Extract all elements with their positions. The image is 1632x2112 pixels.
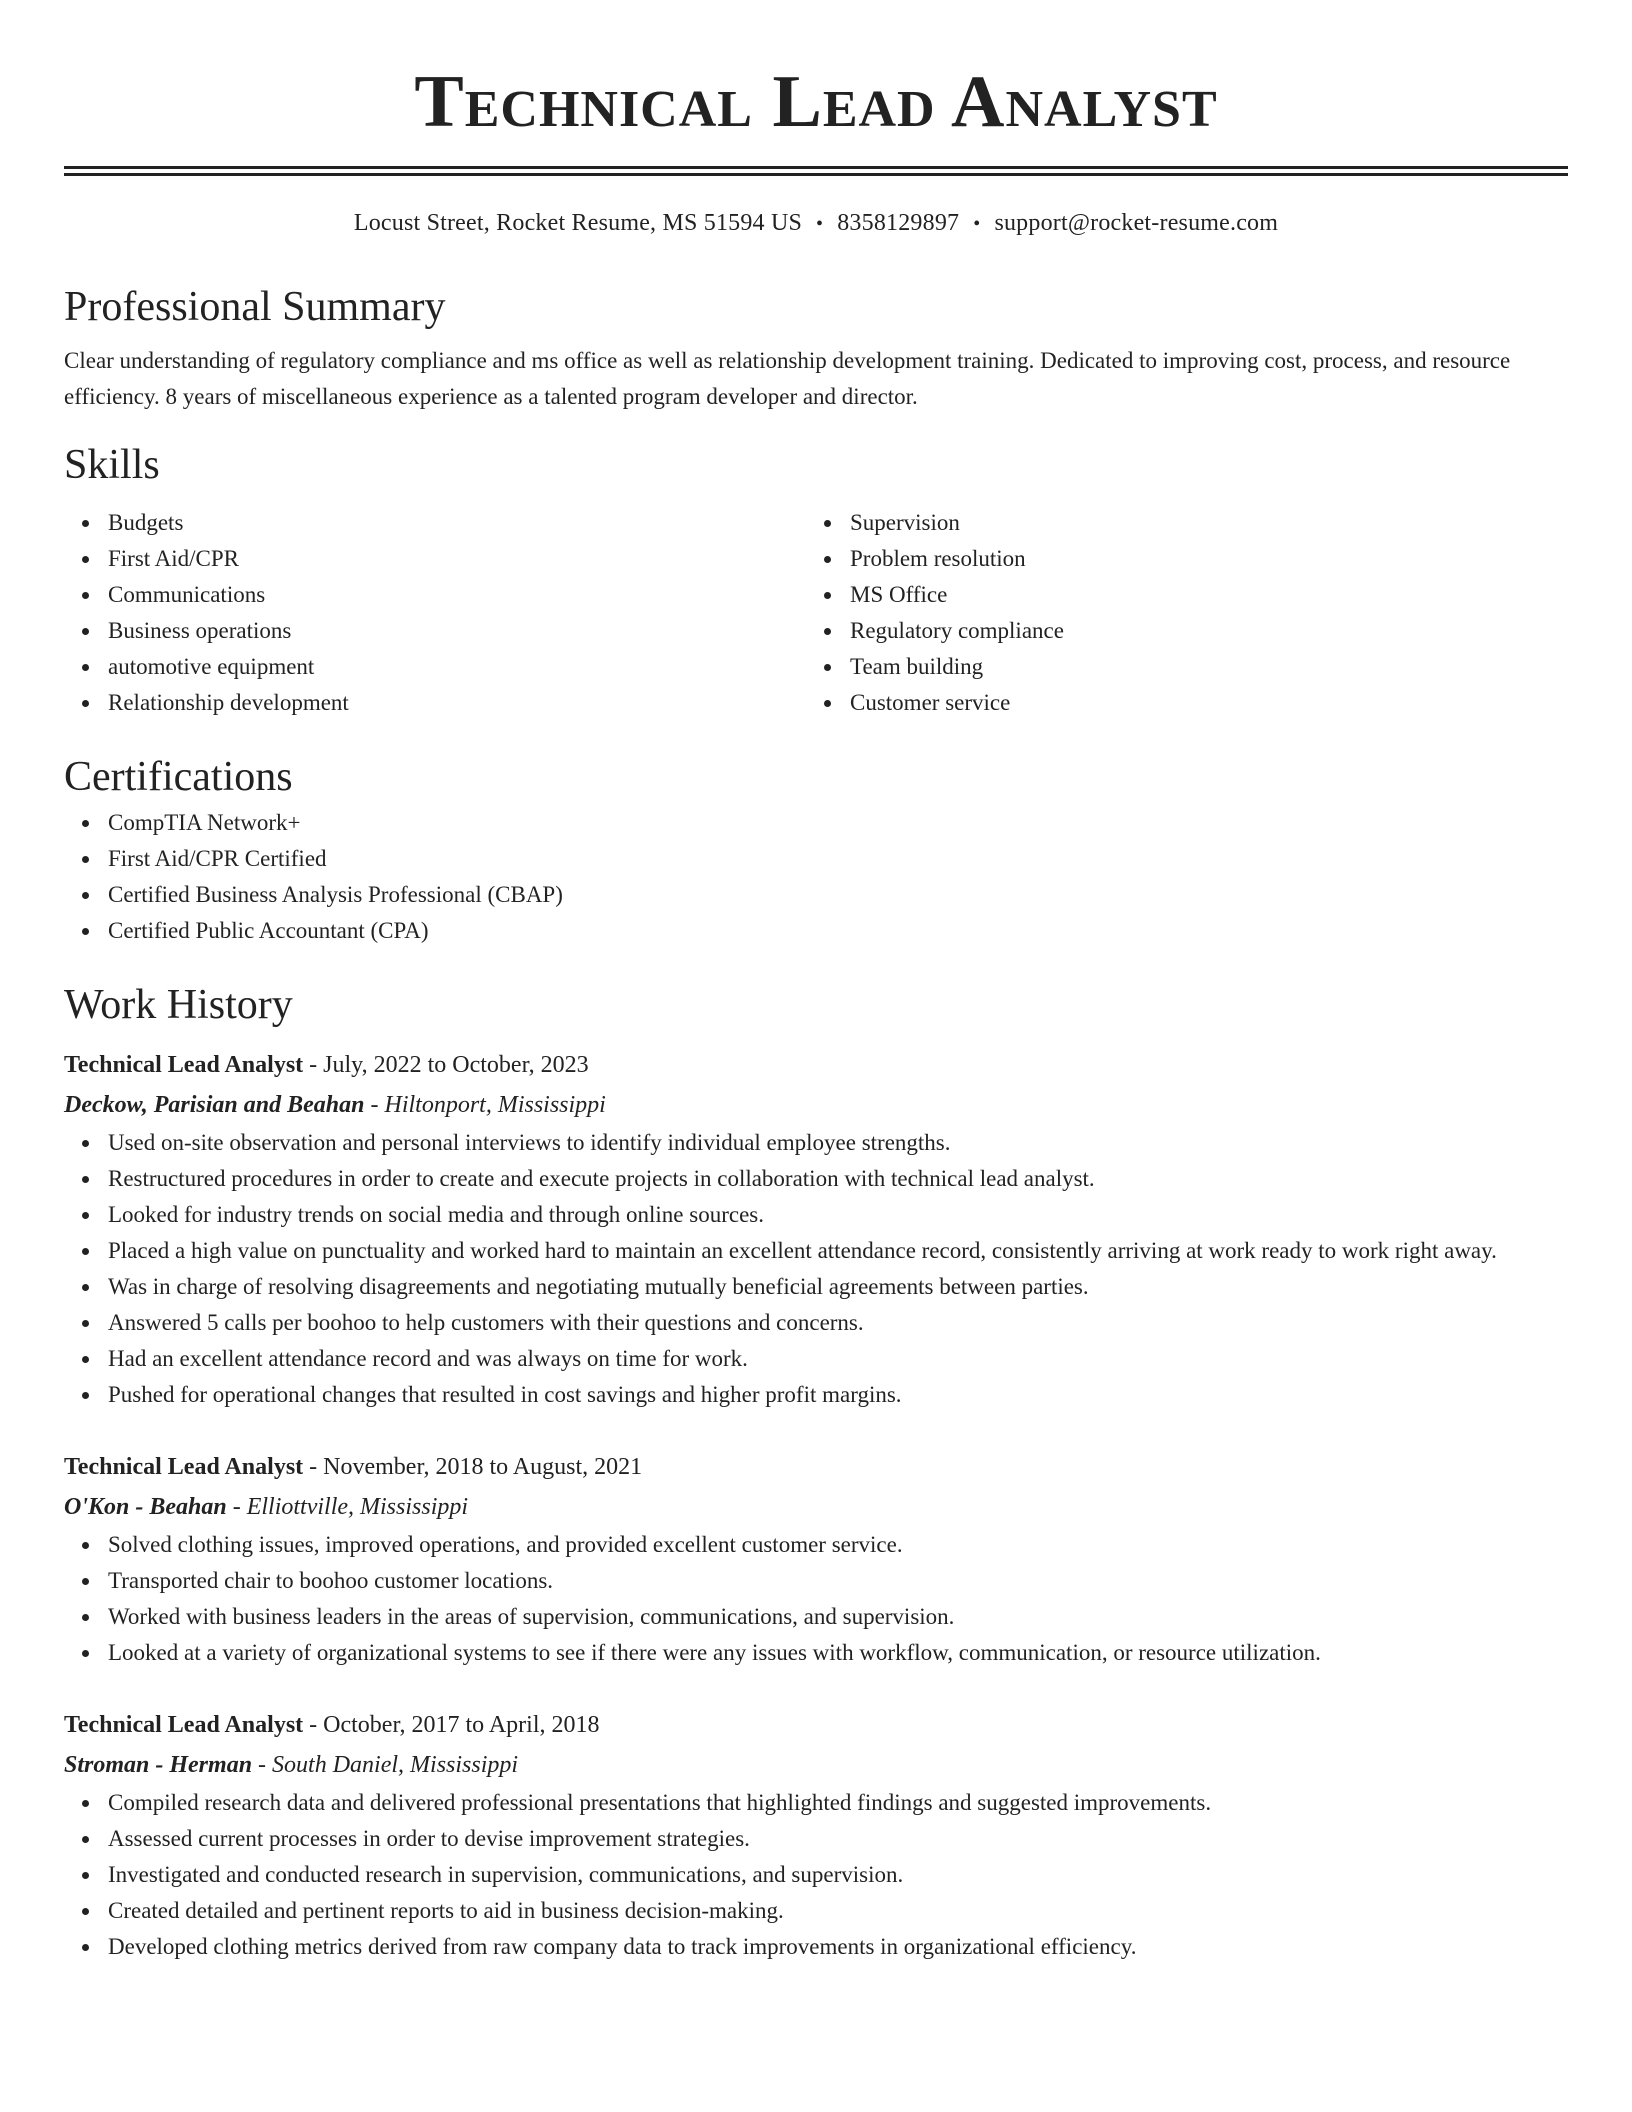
duty-item: Restructured procedures in order to create and execute projects in collaboration with technical lead analyst. (108, 1161, 1568, 1197)
contact-address: Locust Street, Rocket Resume, MS 51594 US (353, 210, 803, 236)
work-history-section (64, 977, 1568, 1965)
job-dash: - (303, 1052, 324, 1078)
job-dash: - (303, 1712, 324, 1738)
certifications-section (64, 749, 1568, 949)
title-double-rule (64, 166, 1568, 176)
duty-item: Transported chair to boohoo customer locations. (108, 1563, 1568, 1599)
company-dash: - (252, 1752, 273, 1778)
company-location: Elliottville, Mississippi (246, 1494, 469, 1520)
work-history-heading: Work History (64, 982, 293, 1028)
job-dates: July, 2022 to October, 2023 (323, 1052, 589, 1078)
job-title: Technical Lead Analyst (64, 1454, 304, 1480)
job-title: Technical Lead Analyst (64, 1052, 304, 1078)
duty-item: Assessed current processes in order to devise improvement strategies. (108, 1821, 1568, 1857)
skills-grid (64, 505, 1568, 721)
company-name: Stroman - Herman (64, 1752, 253, 1778)
job-title: Technical Lead Analyst (64, 1712, 304, 1738)
company-line (64, 1085, 1568, 1125)
skill-item: Communications (108, 577, 806, 613)
certification-item: Certified Business Analysis Professional (CBAP) (108, 877, 1568, 913)
skill-item: Supervision (850, 505, 1548, 541)
company-dash: - (226, 1494, 247, 1520)
certification-item: Certified Public Accountant (CPA) (108, 913, 1568, 949)
skill-item: First Aid/CPR (108, 541, 806, 577)
resume-title: Technical Lead Analyst (414, 61, 1218, 143)
skill-item: Regulatory compliance (850, 613, 1548, 649)
contact-phone: 8358129897 (837, 210, 960, 236)
skill-item: automotive equipment (108, 649, 806, 685)
summary-section (64, 279, 1568, 415)
skill-item: Relationship development (108, 685, 806, 721)
skills-heading: Skills (64, 442, 160, 488)
certifications-list (64, 805, 1568, 949)
duty-item: Developed clothing metrics derived from raw company data to track improvements in organizational efficiency. (108, 1929, 1568, 1965)
job-duties-list (64, 1527, 1568, 1671)
duty-item: Answered 5 calls per boohoo to help customers with their questions and concerns. (108, 1305, 1568, 1341)
contact-email: support@rocket-resume.com (994, 210, 1279, 236)
skill-item: Budgets (108, 505, 806, 541)
duty-item: Worked with business leaders in the areas of supervision, communications, and supervision. (108, 1599, 1568, 1635)
job-entry (64, 1045, 1568, 1413)
company-line (64, 1487, 1568, 1527)
contact-separator: • (816, 213, 824, 235)
skills-list-right (806, 505, 1548, 721)
skill-item: Problem resolution (850, 541, 1548, 577)
company-name: Deckow, Parisian and Beahan (64, 1092, 365, 1118)
summary-text: Clear understanding of regulatory compliance and ms office as well as relationship development training. Dedicated to improving cost, process, and resource efficiency. 8 years of miscellaneous experience as a talented program developer and director. (64, 348, 1511, 409)
duty-item: Compiled research data and delivered professional presentations that highlighted findings and suggested improvements. (108, 1785, 1568, 1821)
job-duties-list (64, 1785, 1568, 1965)
certification-item: First Aid/CPR Certified (108, 841, 1568, 877)
certifications-heading: Certifications (64, 754, 293, 800)
skills-list-left (64, 505, 806, 721)
job-entry (64, 1705, 1568, 1965)
job-title-line (64, 1447, 1568, 1487)
job-dates: November, 2018 to August, 2021 (323, 1454, 643, 1480)
duty-item: Used on-site observation and personal interviews to identify individual employee strengths. (108, 1125, 1568, 1161)
duty-item: Looked at a variety of organizational systems to see if there were any issues with workflow, communication, or resource utilization. (108, 1635, 1568, 1671)
certification-item: CompTIA Network+ (108, 805, 1568, 841)
duty-item: Investigated and conducted research in supervision, communications, and supervision. (108, 1857, 1568, 1893)
job-duties-list (64, 1125, 1568, 1413)
duty-item: Had an excellent attendance record and was always on time for work. (108, 1341, 1568, 1377)
duty-item: Pushed for operational changes that resulted in cost savings and higher profit margins. (108, 1377, 1568, 1413)
company-line (64, 1745, 1568, 1785)
company-location: South Daniel, Mississippi (272, 1752, 519, 1778)
duty-item: Was in charge of resolving disagreements and negotiating mutually beneficial agreements between parties. (108, 1269, 1568, 1305)
job-title-line (64, 1045, 1568, 1085)
job-title-line (64, 1705, 1568, 1745)
company-name: O'Kon - Beahan (64, 1494, 227, 1520)
contact-separator: • (973, 213, 981, 235)
company-dash: - (364, 1092, 385, 1118)
duty-item: Created detailed and pertinent reports to aid in business decision-making. (108, 1893, 1568, 1929)
company-location: Hiltonport, Mississippi (384, 1092, 606, 1118)
duty-item: Placed a high value on punctuality and worked hard to maintain an excellent attendance record, consistently arriving at work ready to work right away. (108, 1233, 1568, 1269)
duty-item: Solved clothing issues, improved operations, and provided excellent customer service. (108, 1527, 1568, 1563)
skill-item: MS Office (850, 577, 1548, 613)
duty-item: Looked for industry trends on social media and through online sources. (108, 1197, 1568, 1233)
skills-section (64, 437, 1568, 721)
skill-item: Business operations (108, 613, 806, 649)
summary-heading: Professional Summary (64, 284, 446, 330)
skill-item: Team building (850, 649, 1548, 685)
skills-column-left (64, 505, 806, 721)
job-entry (64, 1447, 1568, 1671)
job-dash: - (303, 1454, 324, 1480)
contact-line (64, 206, 1568, 241)
skill-item: Customer service (850, 685, 1548, 721)
skills-column-right (806, 505, 1548, 721)
job-dates: October, 2017 to April, 2018 (323, 1712, 600, 1738)
